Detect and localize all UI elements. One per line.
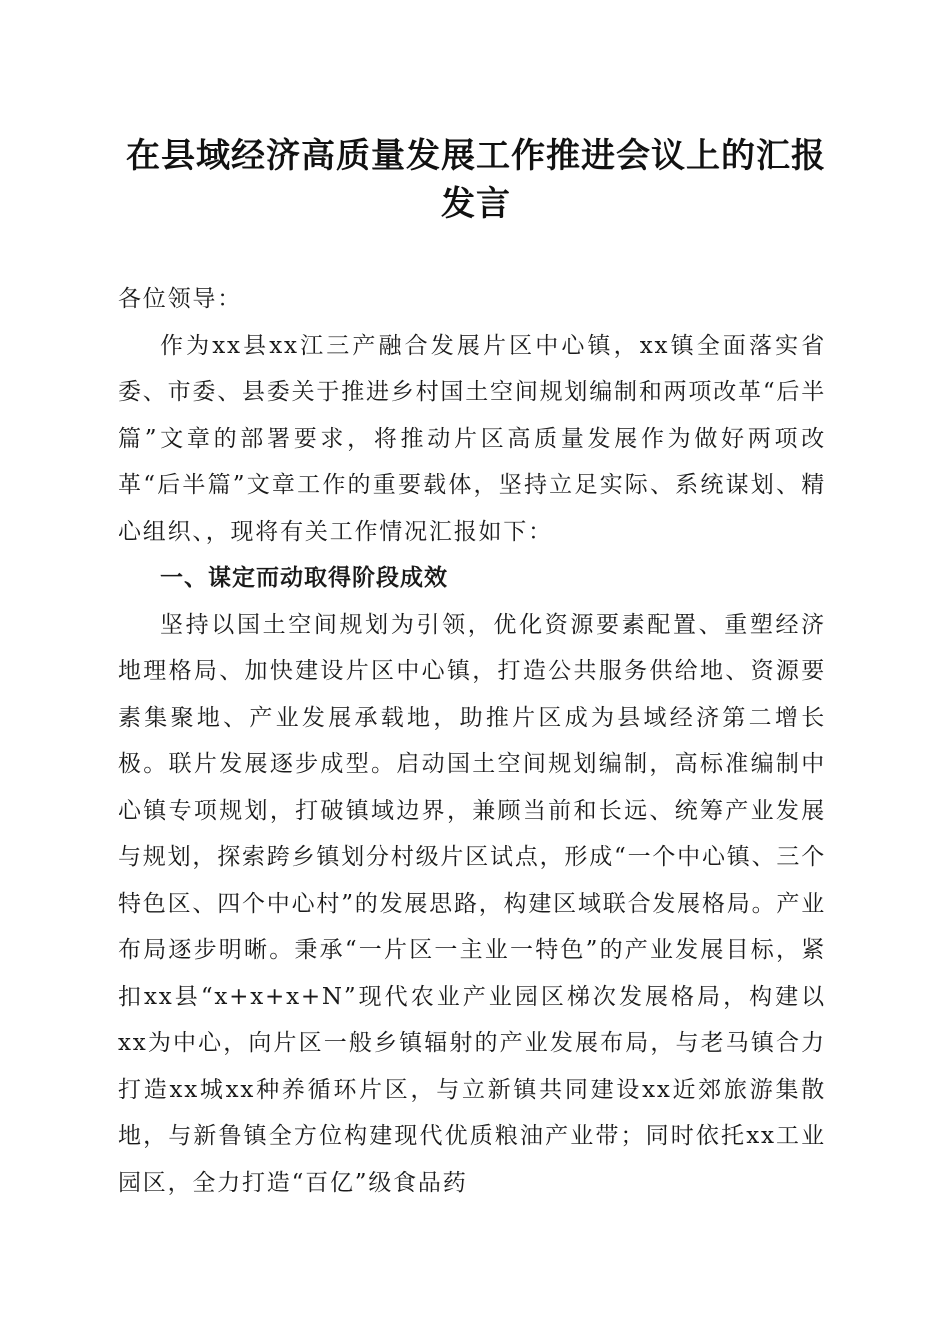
document-body	[118, 276, 826, 1206]
intro-paragraph: 作为xx县xx江三产融合发展片区中心镇，xx镇全面落实省委、市委、县委关于推进乡村国土空间规划编制和两项改革“后半篇”文章的部署要求，将推动片区高质量发展作为做好两项改革“后半篇”文章工作的重要载体，坚持立足实际、系统谋划、精心组织、，现将有关工作情况汇报如下：	[118, 332, 826, 545]
document-title: 在县域经济高质量发展工作推进会议上的汇报发言	[126, 136, 826, 224]
section-heading-1: 一、谋定而动取得阶段成效	[160, 565, 448, 591]
salutation: 各位领导：	[118, 286, 242, 312]
section-1-paragraph: 坚持以国土空间规划为引领，优化资源要素配置、重塑经济地理格局、加快建设片区中心镇，打造公共服务供给地、资源要素集聚地、产业发展承载地，助推片区成为县域经济第二增长极。联片发展逐步成型。启动国土空间规划编制，高标准编制中心镇专项规划，打破镇域边界，兼顾当前和长远、统筹产业发展与规划，探索跨乡镇划分村级片区试点，形成“一个中心镇、三个特色区、四个中心村”的发展思路，构建区域联合发展格局。产业布局逐步明晰。秉承“一片区一主业一特色”的产业发展目标，紧扣xx县“x+x+x+N”现代农业产业园区梯次发展格局，构建以xx为中心，向片区一般乡镇辐射的产业发展布局，与老马镇合力打造xx城xx种养循环片区，与立新镇共同建设xx近郊旅游集散地，与新鲁镇全方位构建现代优质粮油产业带；同时依托xx工业园区，全力打造“百亿”级食品药	[118, 611, 826, 1196]
